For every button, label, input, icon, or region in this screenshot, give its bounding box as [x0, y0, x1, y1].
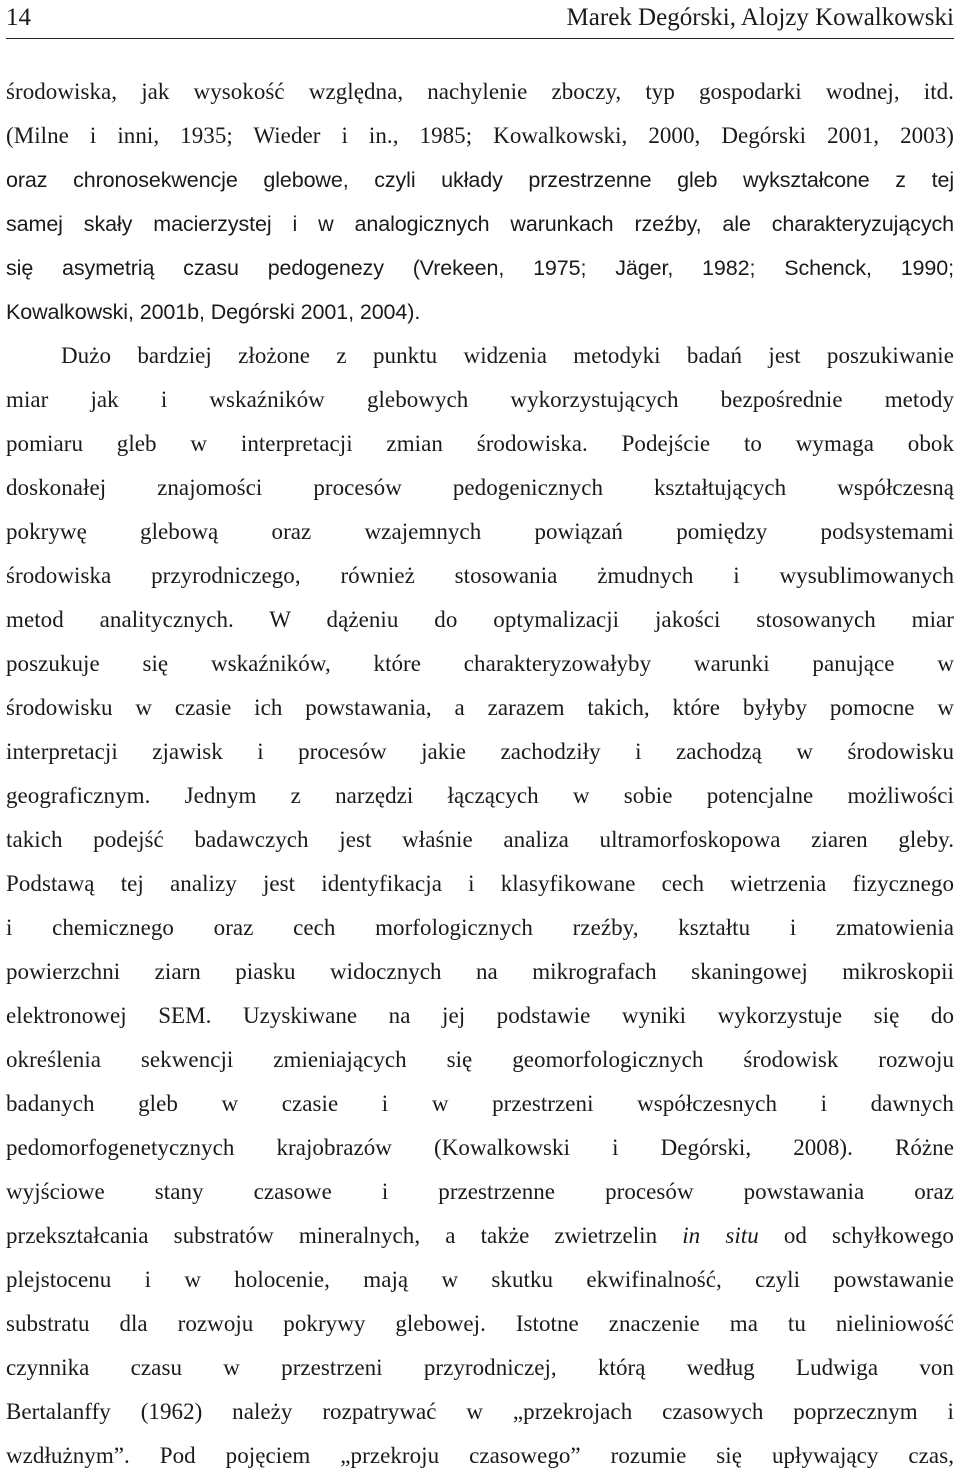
text-line: plejstocenu i w holocenie, mają w skutku ekwifinalność, czyli powstawanie [6, 1267, 954, 1292]
text-segment: przekształcania substratów mineralnych, a także zwietrzelin [6, 1223, 658, 1248]
text-line: oraz chronosekwencje glebowe, czyli układy przestrzenne gleb wykształcone z tej [6, 168, 954, 192]
page-header [6, 0, 954, 39]
text-line: takich podejść badawczych jest właśnie analiza ultramorfoskopowa ziaren gleby. [6, 827, 954, 852]
text-line: pedomorfogenetycznych krajobrazów (Kowalkowski i Degórski, 2008). Różne [6, 1135, 954, 1160]
text-line: metod analitycznych. W dążeniu do optymalizacji jakości stosowanych miar [6, 607, 954, 632]
text-line: (Milne i inni, 1935; Wieder i in., 1985; Kowalkowski, 2000, Degórski 2001, 2003) [6, 123, 954, 148]
running-head: Marek Degórski, Alojzy Kowalkowski [566, 4, 954, 31]
text-line: czynnika czasu w przestrzeni przyrodniczej, którą według Ludwiga von [6, 1355, 954, 1380]
text-line: środowisku w czasie ich powstawania, a zarazem takich, które byłyby pomocne w [6, 695, 954, 720]
text-line: elektronowej SEM. Uzyskiwane na jej podstawie wyniki wykorzystuje się do [6, 1003, 954, 1028]
text-line: pomiaru gleb w interpretacji zmian środowiska. Podejście to wymaga obok [6, 431, 954, 456]
text-line: wzdłużnym”. Pod pojęciem „przekroju czasowego” rozumie się upływający czas, [6, 1443, 954, 1468]
text-line: samej skały macierzystej i w analogicznych warunkach rzeźby, ale charakteryzujących [6, 212, 954, 236]
text-line: geograficznym. Jednym z narzędzi łączących w sobie potencjalne możliwości [6, 783, 954, 808]
text-line: powierzchni ziarn piasku widocznych na mikrografach skaningowej mikroskopii [6, 959, 954, 984]
text-line: środowiska przyrodniczego, również stosowania żmudnych i wysublimowanych [6, 563, 954, 588]
text-line: się asymetrią czasu pedogenezy (Vrekeen, 1975; Jäger, 1982; Schenck, 1990; [6, 256, 954, 280]
body-text [6, 70, 954, 1478]
text-line: badanych gleb w czasie i w przestrzeni współczesnych i dawnych [6, 1091, 954, 1116]
text-segment: od schyłkowego [783, 1223, 954, 1248]
text-line: interpretacji zjawisk i procesów jakie zachodziły i zachodzą w środowisku [6, 739, 954, 764]
text-line: Bertalanffy (1962) należy rozpatrywać w „przekrojach czasowych poprzecznym i [6, 1399, 954, 1424]
text-line: Podstawą tej analizy jest identyfikacja i klasyfikowane cech wietrzenia fizycznego [6, 871, 954, 896]
text-line: i chemicznego oraz cech morfologicznych rzeźby, kształtu i zmatowienia [6, 915, 954, 940]
paragraph-first-line: Dużo bardziej złożone z punktu widzenia metodyki badań jest poszukiwanie [61, 343, 954, 368]
text-line: doskonałej znajomości procesów pedogenicznych kształtujących współczesną [6, 475, 954, 500]
page-number: 14 [6, 4, 31, 31]
text-line: środowiska, jak wysokość względna, nachylenie zboczy, typ gospodarki wodnej, itd. [6, 79, 954, 104]
text-line: miar jak i wskaźników glebowych wykorzystujących bezpośrednie metody [6, 387, 954, 412]
text-line: Kowalkowski, 2001b, Degórski 2001, 2004). [6, 300, 421, 324]
text-line: poszukuje się wskaźników, które charakteryzowałyby warunki panujące w [6, 651, 954, 676]
text-line-with-italic [6, 1214, 954, 1258]
text-line: wyjściowe stany czasowe i przestrzenne procesów powstawania oraz [6, 1179, 954, 1204]
italic-term: in situ [682, 1223, 759, 1248]
text-line: substratu dla rozwoju pokrywy glebowej. Istotne znaczenie ma tu nieliniowość [6, 1311, 954, 1336]
text-line: określenia sekwencji zmieniających się geomorfologicznych środowisk rozwoju [6, 1047, 954, 1072]
text-line: pokrywę glebową oraz wzajemnych powiązań pomiędzy podsystemami [6, 519, 954, 544]
